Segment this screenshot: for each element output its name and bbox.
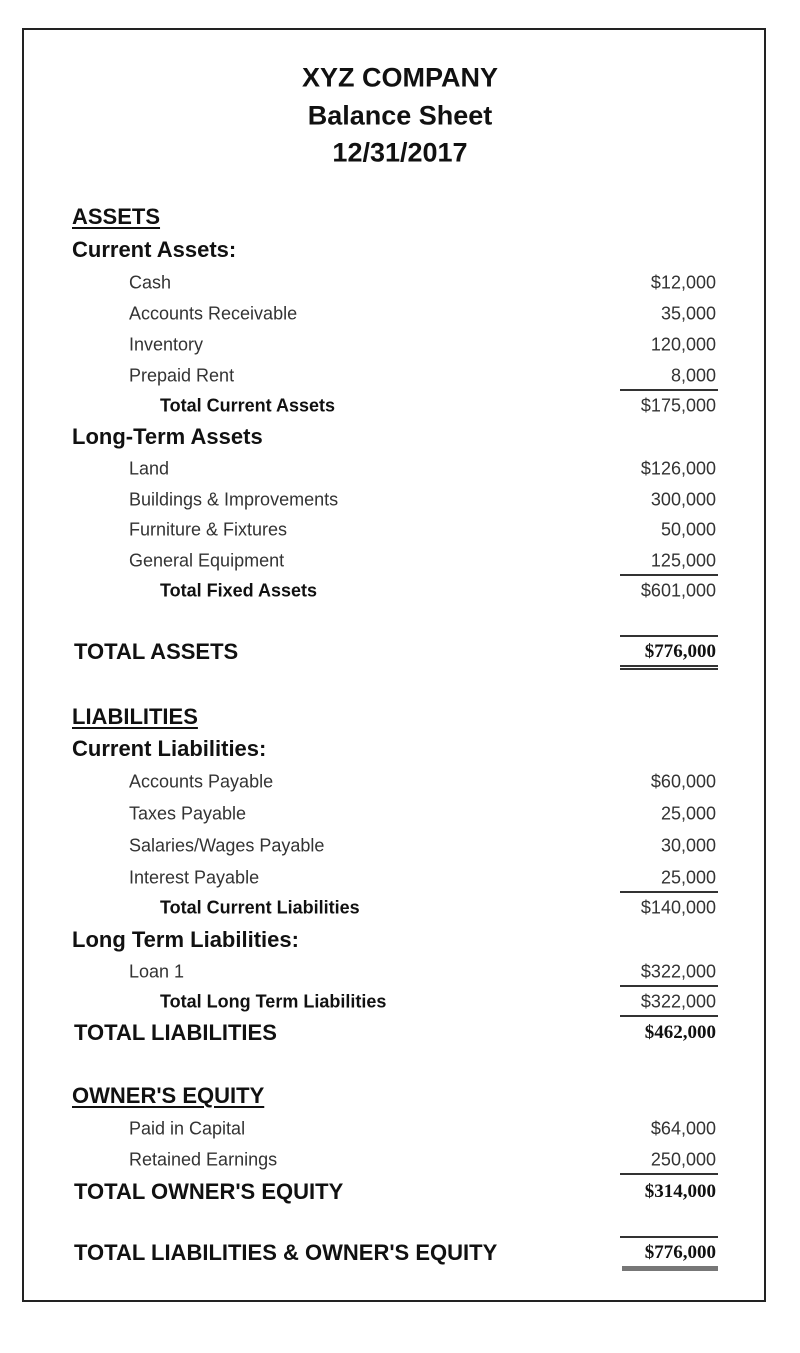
row-label: Long Term Liabilities: — [72, 927, 299, 952]
row-value: $12,000 — [650, 272, 716, 293]
row-value: $601,000 — [640, 580, 716, 601]
row-value: $140,000 — [640, 897, 716, 918]
rule-below-thick — [622, 1266, 718, 1271]
row-label: ASSETS — [72, 204, 161, 229]
row-label: Buildings & Improvements — [129, 489, 339, 510]
row-value: $314,000 — [644, 1181, 716, 1202]
row-value: 25,000 — [660, 867, 716, 888]
row-value: 120,000 — [650, 334, 716, 355]
row-label: Total Current Assets — [160, 395, 336, 416]
row-value: $776,000 — [644, 641, 716, 662]
row-label: Current Liabilities: — [72, 736, 267, 761]
row-value: 125,000 — [650, 550, 716, 571]
row-label: TOTAL OWNER'S EQUITY — [74, 1179, 344, 1204]
row-value: 300,000 — [650, 489, 716, 510]
row-label: Total Current Liabilities — [160, 897, 360, 918]
row-value: 8,000 — [670, 365, 716, 386]
row-value: 35,000 — [660, 303, 716, 324]
row-label: Taxes Payable — [129, 803, 247, 824]
row-label: TOTAL ASSETS — [74, 639, 239, 664]
row-label: Cash — [129, 272, 172, 293]
row-value: 30,000 — [660, 835, 716, 856]
row-label: Inventory — [129, 334, 204, 355]
rule-above — [620, 1236, 718, 1238]
document-title: Balance Sheet — [307, 100, 493, 131]
row-label: General Equipment — [129, 550, 285, 571]
rule-below-single — [620, 1015, 718, 1017]
row-value: $60,000 — [650, 771, 716, 792]
row-label: LIABILITIES — [72, 704, 198, 729]
row-value: $175,000 — [640, 395, 716, 416]
row-label: Retained Earnings — [129, 1149, 278, 1170]
row-label: Paid in Capital — [129, 1118, 246, 1139]
row-label: TOTAL LIABILITIES — [74, 1020, 277, 1045]
rule-below-single — [620, 574, 718, 576]
row-value: $322,000 — [640, 991, 716, 1012]
row-value: 50,000 — [660, 519, 716, 540]
row-label: Furniture & Fixtures — [129, 519, 288, 540]
rule-below-single — [620, 1173, 718, 1175]
row-value: 250,000 — [650, 1149, 716, 1170]
row-label: Prepaid Rent — [129, 365, 235, 386]
row-label: Long-Term Assets — [72, 424, 263, 449]
rule-below-single — [620, 389, 718, 391]
row-value: $322,000 — [640, 961, 716, 982]
row-label: OWNER'S EQUITY — [72, 1083, 265, 1108]
row-label: Current Assets: — [72, 237, 237, 262]
company-name: XYZ COMPANY — [301, 62, 498, 93]
row-value: $776,000 — [644, 1242, 716, 1263]
row-label: Total Long Term Liabilities — [160, 991, 387, 1012]
row-value: 25,000 — [660, 803, 716, 824]
rule-above — [620, 635, 718, 637]
rule-below-single — [620, 985, 718, 987]
rule-below-single — [620, 891, 718, 893]
rule-below-double — [620, 665, 718, 670]
row-value: $126,000 — [640, 458, 716, 479]
row-label: Loan 1 — [129, 961, 185, 982]
statement-date: 12/31/2017 — [332, 137, 468, 168]
row-label: Salaries/Wages Payable — [129, 835, 325, 856]
row-label: Total Fixed Assets — [160, 580, 318, 601]
row-label: Accounts Payable — [129, 771, 274, 792]
row-value: $462,000 — [644, 1022, 716, 1043]
row-label: Accounts Receivable — [129, 303, 298, 324]
row-label: Land — [129, 458, 170, 479]
row-label: Interest Payable — [129, 867, 260, 888]
row-value: $64,000 — [650, 1118, 716, 1139]
row-label: TOTAL LIABILITIES & OWNER'S EQUITY — [74, 1240, 498, 1265]
